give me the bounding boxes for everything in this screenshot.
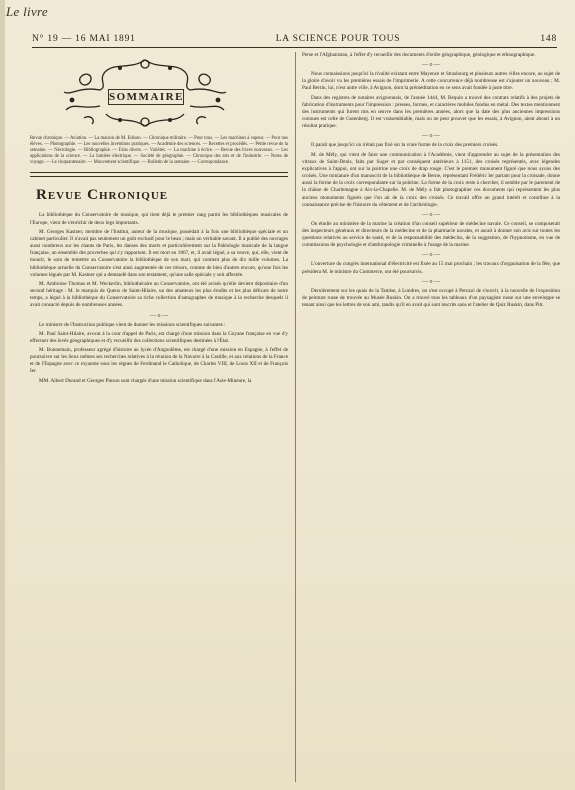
section-rule-thin	[30, 176, 288, 177]
page-edge	[0, 0, 5, 790]
watermark-text: Le livre	[6, 4, 48, 19]
separator: — o —	[150, 312, 168, 319]
separator: — o —	[422, 278, 440, 285]
article-paragraph: La bibliothèque du Conservatoire de musique, qui tient déjà le premier rang parmi les bibliothèques musicales de l'Europe, vient de s'enrichir de deux legs importants.	[30, 212, 288, 226]
article-paragraph: L'ouverture du congrès international d'électricité est fixée au 15 mai prochain ; les travaux d'organisation de la fête, que présidera M. le ministre du Commerce, ont été poursuivis.	[302, 261, 560, 275]
journal-title: LA SCIENCE POUR TOUS	[275, 34, 401, 44]
article-paragraph: M. Georges Kastner, membre de l'Institut, auteur de la musique, possédait à la fois une bibliothèque spéciale et un cabinet particulier. Il n'avait pas seulement un goût exclusif pour le beau ; mais un véritable savant. Il a publié des ouvrages aussi nombreux sur les chants de Paris, les danses des morts et particulièrement sur la Paléologie musicale de la langue française, un ensemble des proverbes qui s'y rapportent. Il est mort en 1867, et, il avait légué, a sa veuve, qui, elle, vient de mourir, le soin de remettre au Conservatoire la bibliothèque de son mari, qui contient plus de dix mille volumes. La bibliothèque actuelle du Conservatoire s'est ainsi augmentée de ces trésors, comme de bien d'autres encore, qu'une fois les volumes légués par M. Kastner qui a demandé dans son testament, qu'une salle spéciale y soit affectée.	[30, 228, 288, 278]
sommaire-text: Revue chronique. — Aviation. — La maison de M. Edison. — Chronique militaire. — Pour tous. — Les machines à vapeur. — Pour nos élèves. — Photographie. — Les nouvelles inventions pratiques. — Académie des sciences. — Recettes et procédés. — Petite revue de la semaine. — Nécrologie. — Bibliographie. — Faits divers. — Variétés. — La machine à écrire. — Revue des livres nouveaux. — Les applications de la science. — La lumière électrique. — Société de géographie. — Chronique des arts et de l'industrie. — Notes de voyage. — Le cinquantenaire. — Mouvement scientifique. — Bulletin de la semaine. — Correspondance.	[30, 136, 288, 166]
article-paragraph: Nous connaissions jusqu'ici la rivalité existant entre Mayence et Strasbourg et plusieurs autres villes encore, au sujet de la gloire d'avoir vu les premières essais de l'imprimerie. A cette concurrence déjà nombreuse est s'ajouter un nouveau ; M. Paul Bertin, lui, n'est autre ville, à Avignon, dont la préméditation en ce sens avait fondée à juste titre.	[302, 71, 560, 92]
running-header	[32, 28, 557, 44]
column-divider	[295, 52, 296, 782]
article-paragraph: Il paraît que jusqu'ici on n'était pas fixé sur la vraie forme de la croix des premiers croisés.	[311, 142, 499, 149]
separator: — o —	[422, 252, 440, 259]
article-paragraph: Dans des registres de notaires avignonnais, de l'année 1444, M. Requin a trouvé des contrats relatifs à des projets de fabrication d'instruments pour l'impression : presses, formes, et caractères mobiles fondus en métal. Des textes mentionnent des instruments qui furent mis en œuvre dans les premières années, alors que la date des plus anciennes impressions connues est celle de Gutenberg. Il est vraisemblable, mais on ne peut prouver que les essais, à Avignon, aient abouti à un résultat pratique.	[302, 94, 560, 130]
article-paragraph: On étudie au ministère de la marine la création d'un conseil supérieur de médecine navale. Ce conseil, se composerait des inspecteurs généraux et directeurs de la médecine et de la pharmacie navales, et aurait à donner son avis sur toutes les questions relatives au service de santé, et de la responsabilité des médecins, de la suggestion, de l'hypnotisme, en vue de commissions de psychologie et d'anthropologie criminelle à l'usage de la marine.	[302, 220, 560, 249]
page-number: 148	[540, 34, 557, 44]
article-paragraph: M. Bonnemain, professeur agrégé d'histoire au lycée d'Angoulême, est chargé d'une mission en Espagne, à l'effet de poursuivre sur les lieux mêmes ses recherches relatives à la réunion de la Navarre à la Castille, et aux relations de la France et de l'Espagne avec ce royaume sous les règnes de Ferdinand le Catholique, de Charles VIII, de Louis XII et de François Ier.	[30, 346, 288, 375]
issue-number: N° 19 — 16 MAI 1891	[32, 34, 136, 44]
article-paragraph: M. de Mély, qui vient de faire une communication à l'Académie, vient d'apprendre au sujet de la présentation des vitraux de Saint-Denis, faits par Suger et par conséquent antérieurs à 1151, des croisés représentés, avec légendes explicatives à l'appui, ont sur la poitrine une croix de drap rouge. C'est le premier monument figuré que nous ayons des croisés. Une miniature d'un manuscrit de la bibliothèque de Berne, représentant Frédéric Ier partant pour la croisade, donne aussi la forme de la croix correspondante sur la poitrine. La forme de la croix reste à chercher, il semble par le parement de la châsse de Charlemagne à Aix-la-Chapelle. M. de Mély a fait photographier ces documents qui représentent les plus anciens monuments figurés que l'on ait de la croix des croisés. Ce travail offre un grand intérêt et contribue à la connaissance précise de l'histoire du vêtement et de l'archéologie.	[302, 151, 560, 208]
header-rule	[32, 47, 557, 48]
revue-chronique-title: Revue Chronique	[36, 187, 169, 204]
right-column	[302, 52, 560, 311]
sommaire-ornament	[60, 56, 230, 130]
article-paragraph: Le ministre de l'Instruction publique vient de donner les missions scientifiques suivantes :	[39, 321, 226, 328]
separator: — o —	[422, 211, 440, 218]
separator: — o —	[422, 133, 440, 140]
left-column	[30, 52, 288, 387]
article-paragraph: M. Ambroise Thomas et M. Weckerlin, bibliothécaire au Conservatoire, ont été avisés qu'elle devient dépositaire d'un second héritage : M. le marquis de Queux de Saint-Hilaire, un des amateurs les plus érudits et les plus délicats de notre temps, a légué à la bibliothèque du Conservatoire sa riche collection d'autographes de musique à la recherche desquels il avait consacré depuis de nombreuses années.	[30, 280, 288, 309]
article-paragraph: M. Paul Saint-Hilaire, avocat à la cour d'appel de Paris, est chargé d'une mission dans la Guyane française en vue d'y effectuer des levés géographiques et d'y recueillir des collections scientifiques destinées à l'État.	[30, 330, 288, 344]
separator: — o —	[422, 62, 440, 69]
article-paragraph: Perse et l'Afghanistan, à l'effet d'y recueillir des documents d'ordre géographique, géologique et ethnographique.	[302, 52, 536, 58]
article-paragraph: Dernièrement sur les quais de la Tamise, à Londres, on s'est occupé à Peruzzi de s'ouvrir, à la nouvelle de l'exposition de peinture russe de trouvée au Musée Ruskin. On a trouvé tous les tableaux d'un paysagiste russe sur une enveloppe se tenant ainsi que les lettres de son ami, tandis qu'il en avait qui sont inscrits sans et l'atelier de Quiz Ruskin, dans Pitt.	[302, 287, 560, 309]
article-paragraph: MM. Albert Durand et Georges Pinson sont chargés d'une mission scientifique dans l'Asie-Mineure, la	[39, 377, 252, 384]
section-rule	[30, 172, 288, 173]
sommaire-title: SOMMAIRE	[109, 91, 184, 103]
